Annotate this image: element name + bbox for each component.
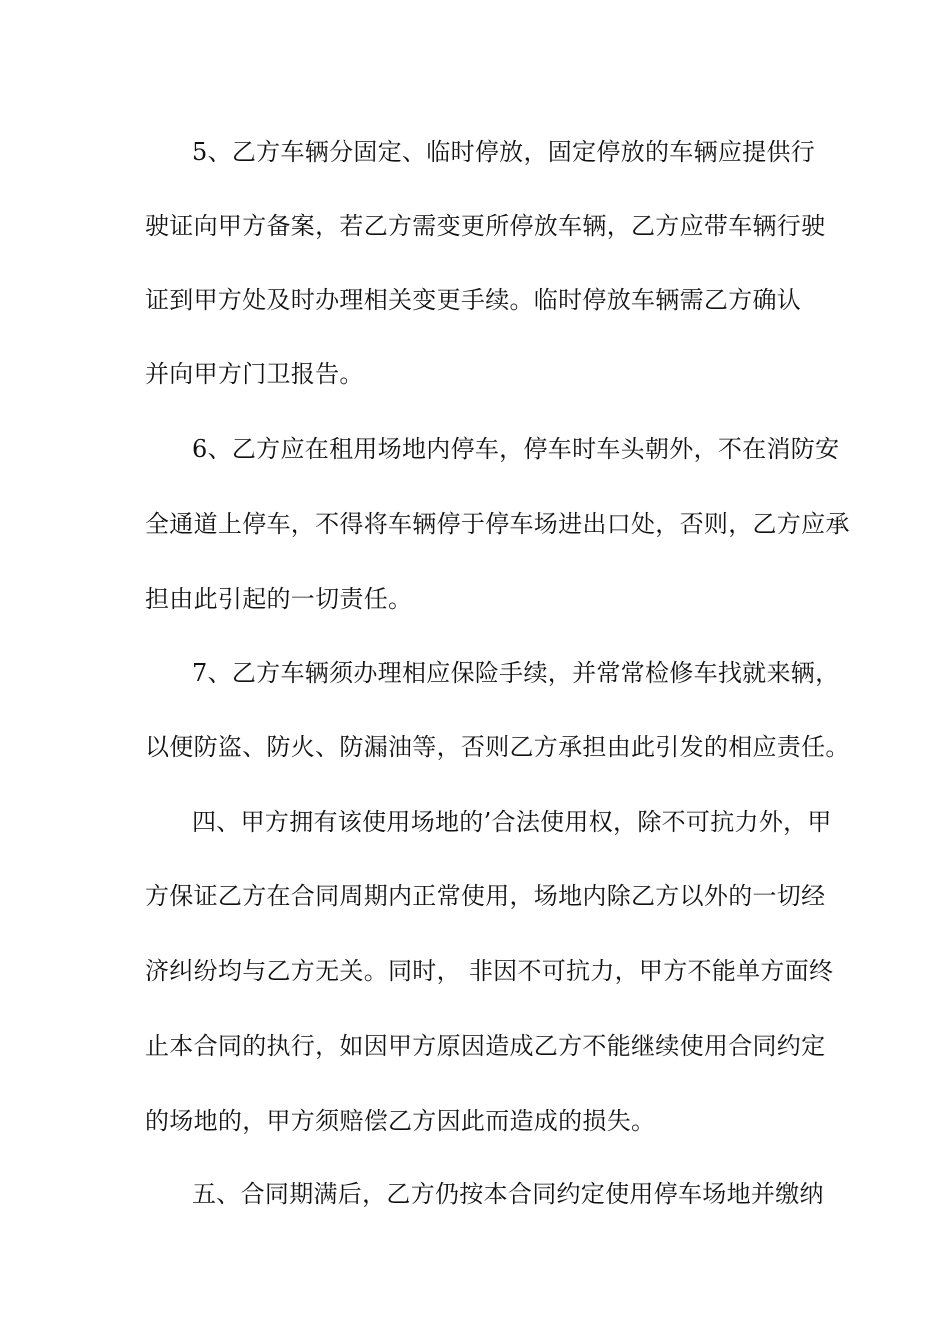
text-line: 五、合同期满后，乙方仍按本合同约定使用停车场地并缴纳 [192, 1180, 824, 1208]
text-line: 全通道上停车，不得将车辆停于停车场进出口处，否则，乙方应承 [145, 510, 850, 538]
text-line: 的场地的，甲方须赔偿乙方因此而造成的损失。 [145, 1107, 656, 1135]
text-line: 四、甲方拥有该使用场地的’合法使用权，除不可抗力外，甲 [192, 808, 832, 836]
text-line: 济纠纷均与乙方无关。同时， 非因不可抗力，甲方不能单方面终 [145, 957, 834, 985]
text-line: 止本合同的执行，如因甲方原因造成乙方不能继续使用合同约定 [145, 1032, 826, 1060]
text-line: 并向甲方门卫报告。 [145, 360, 364, 388]
text-line: 以便防盗、防火、防漏油等，否则乙方承担由此引发的相应责任。 [145, 733, 850, 761]
text-line: 方保证乙方在合同周期内正常使用，场地内除乙方以外的一切经 [145, 882, 826, 910]
text-line: 5、乙方车辆分固定、临时停放，固定停放的车辆应提供行 [192, 138, 816, 166]
text-line: 担由此引起的一切责任。 [145, 585, 413, 613]
text-line: 证到甲方处及时办理相关变更手续。临时停放车辆需乙方确认 [145, 286, 802, 314]
text-line: 驶证向甲方备案，若乙方需变更所停放车辆，乙方应带车辆行驶 [145, 212, 826, 240]
text-line: 7、乙方车辆须办理相应保险手续，并常常检修车找就来辆， [192, 659, 840, 687]
text-line: 6、乙方应在租用场地内停车，停车时车头朝外，不在消防安 [192, 435, 840, 463]
